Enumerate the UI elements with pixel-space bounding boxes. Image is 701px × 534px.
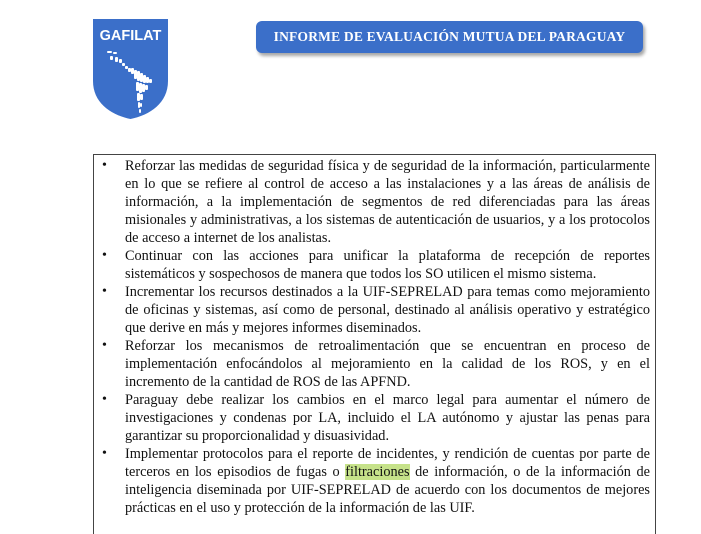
list-item bbox=[94, 445, 655, 517]
recommendation-text-after: de información, o de la información de inteligencia diseminada por UIF-SEPRELAD de acuerdo con los documentos de mejores prácticas en el uso y protección de la información de las UIF. bbox=[125, 464, 650, 516]
recommendations-list bbox=[94, 157, 655, 517]
recommendation-text: Reforzar los mecanismos de retroalimentación que se encuentran en proceso de implementación enfocándolos al mejoramiento en la calidad de los ROS, y en el incremento de la cantidad de ROS de las APFND. bbox=[125, 338, 650, 390]
bullet-icon: • bbox=[102, 248, 107, 263]
bullet-icon: • bbox=[102, 284, 107, 299]
bullet-icon: • bbox=[102, 338, 107, 353]
gafilat-shield-icon bbox=[93, 19, 168, 119]
recommendation-text: Incrementar los recursos destinados a la UIF-SEPRELAD para temas como mejoramiento de oficinas y sistemas, así como de personal, destinado al análisis operativo y estratégico que derive en más y mejores informes diseminados. bbox=[125, 284, 650, 336]
recommendation-text: Paraguay debe realizar los cambios en el marco legal para aumentar el número de investigaciones y condenas por LA, incluido el LA autónomo y ajustar las penas para garantizar su proporcionalidad y disuasividad. bbox=[125, 392, 650, 444]
bullet-icon: • bbox=[102, 392, 107, 407]
bullet-icon: • bbox=[102, 446, 107, 461]
report-title-banner bbox=[256, 21, 643, 53]
report-title: INFORME DE EVALUACIÓN MUTUA DEL PARAGUAY bbox=[273, 29, 626, 44]
list-item bbox=[94, 391, 655, 445]
recommendation-text: Continuar con las acciones para unificar la plataforma de recepción de reportes sistemáticos y sospechosos de manera que todos los SO utilicen el mismo sistema. bbox=[125, 248, 650, 282]
recommendation-text-before: Implementar protocolos para el reporte de incidentes, y rendición de cuentas por parte de terceros en los episodios de fugas o bbox=[125, 446, 650, 480]
gafilat-logo bbox=[93, 19, 168, 119]
recommendations-box bbox=[93, 154, 656, 534]
logo-text: GAFILAT bbox=[99, 28, 162, 44]
list-item bbox=[94, 283, 655, 337]
list-item bbox=[94, 247, 655, 283]
recommendation-text: Reforzar las medidas de seguridad física y de seguridad de la información, particularmente en lo que se refiere al control de acceso a las instalaciones y a las áreas de análisis de información, a la implementación de segmentos de red diferenciadas para las áreas misionales y administrativas, a los sistemas de autenticación de usuarios, y a los protocolos de acceso a internet de los analistas. bbox=[125, 158, 650, 246]
list-item bbox=[94, 337, 655, 391]
list-item bbox=[94, 157, 655, 247]
highlighted-word: filtraciones bbox=[345, 464, 410, 480]
bullet-icon: • bbox=[102, 158, 107, 173]
